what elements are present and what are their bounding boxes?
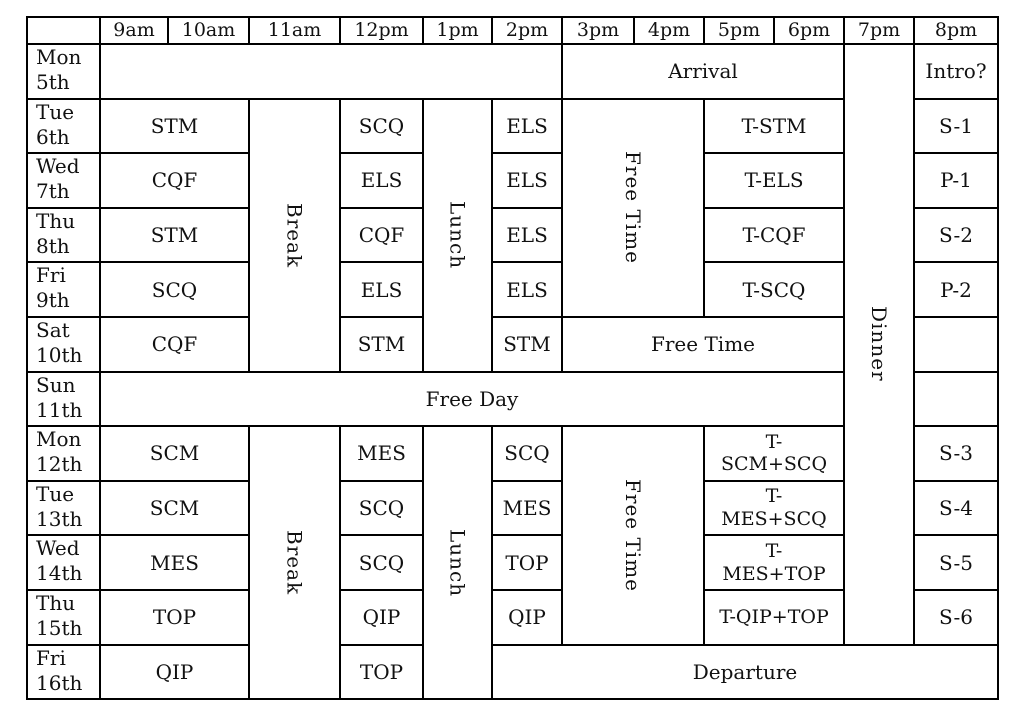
tutorial-topics: MES+SCQ <box>721 508 827 531</box>
session-cell: QIP <box>493 591 563 646</box>
tutorial-prefix: T- <box>765 430 783 453</box>
header-1pm: 1pm <box>424 18 493 45</box>
header-11am: 11am <box>250 18 341 45</box>
dinner-cell: Dinner <box>845 45 915 646</box>
arrival-cell: Arrival <box>563 45 845 100</box>
tutorial-cell: T-CQF <box>705 209 845 264</box>
header-4pm: 4pm <box>635 18 705 45</box>
day-label <box>28 536 101 591</box>
empty-cell <box>915 373 999 428</box>
day-name: Mon <box>36 45 82 69</box>
tutorial-cell: T-QIP+TOP <box>705 591 845 646</box>
session-cell: STM <box>101 100 250 155</box>
session-cell: MES <box>341 427 424 482</box>
tutorial-cell: T-STM <box>705 100 845 155</box>
session-cell: SCM <box>101 482 250 537</box>
day-name: Thu <box>36 208 76 233</box>
session-cell: MES <box>101 536 250 591</box>
header-12pm: 12pm <box>341 18 424 45</box>
session-cell: TOP <box>101 591 250 646</box>
night-session-cell: S-2 <box>915 209 999 264</box>
tutorial-cell <box>705 482 845 537</box>
night-session-cell: P-2 <box>915 263 999 318</box>
tutorial-cell: T-SCQ <box>705 263 845 318</box>
tutorial-prefix: T- <box>765 485 783 508</box>
break-cell: Break <box>250 427 341 700</box>
day-label <box>28 154 101 209</box>
day-label <box>28 100 101 155</box>
day-label <box>28 318 101 373</box>
header-5pm: 5pm <box>705 18 775 45</box>
night-session-cell: S-3 <box>915 427 999 482</box>
header-8pm: 8pm <box>915 18 999 45</box>
night-session-cell: S-5 <box>915 536 999 591</box>
session-cell: TOP <box>493 536 563 591</box>
day-label <box>28 263 101 318</box>
night-session-cell: S-6 <box>915 591 999 646</box>
free-day-cell: Free Day <box>101 373 845 428</box>
tutorial-topics: SCM+SCQ <box>720 453 828 476</box>
day-label <box>28 646 101 701</box>
day-date: 15th <box>36 615 83 640</box>
day-date: 8th <box>36 233 70 258</box>
empty-cell <box>101 45 563 100</box>
session-cell: ELS <box>341 263 424 318</box>
session-cell: QIP <box>341 591 424 646</box>
session-cell: CQF <box>101 154 250 209</box>
day-date: 13th <box>36 506 83 531</box>
session-cell: STM <box>101 209 250 264</box>
session-cell: STM <box>341 318 424 373</box>
session-cell: SCM <box>101 427 250 482</box>
session-cell: CQF <box>101 318 250 373</box>
day-label <box>28 373 101 428</box>
tutorial-cell <box>705 536 845 591</box>
tutorial-prefix: T- <box>765 539 783 562</box>
day-date: 5th <box>36 70 70 94</box>
session-cell: TOP <box>341 646 424 701</box>
day-date: 14th <box>36 561 83 586</box>
break-cell: Break <box>250 100 341 373</box>
intro-cell: Intro? <box>915 45 999 100</box>
session-cell: ELS <box>493 100 563 155</box>
empty-cell <box>915 318 999 373</box>
lunch-cell: Lunch <box>424 427 493 700</box>
day-name: Wed <box>36 536 80 561</box>
session-cell: SCQ <box>341 100 424 155</box>
night-session-cell: S-1 <box>915 100 999 155</box>
departure-cell: Departure <box>493 646 999 701</box>
session-cell: QIP <box>101 646 250 701</box>
header-10am: 10am <box>169 18 250 45</box>
day-date: 7th <box>36 179 70 204</box>
schedule-table <box>26 16 999 700</box>
day-name: Tue <box>36 99 75 124</box>
free-time-cell: Free Time <box>563 100 705 318</box>
day-name: Fri <box>36 645 66 670</box>
header-9am: 9am <box>101 18 169 45</box>
session-cell: STM <box>493 318 563 373</box>
session-cell: MES <box>493 482 563 537</box>
tutorial-topics: MES+TOP <box>722 562 826 585</box>
day-label <box>28 209 101 264</box>
session-cell: SCQ <box>341 536 424 591</box>
header-7pm: 7pm <box>845 18 915 45</box>
session-cell: SCQ <box>493 427 563 482</box>
day-name: Thu <box>36 590 76 615</box>
day-label <box>28 45 101 100</box>
session-cell: ELS <box>493 154 563 209</box>
session-cell: ELS <box>341 154 424 209</box>
day-name: Tue <box>36 481 75 506</box>
session-cell: CQF <box>341 209 424 264</box>
day-date: 12th <box>36 452 83 477</box>
day-name: Sun <box>36 372 76 397</box>
day-date: 6th <box>36 124 70 149</box>
day-date: 11th <box>36 397 83 422</box>
header-corner <box>28 18 101 45</box>
day-date: 9th <box>36 288 70 313</box>
day-name: Fri <box>36 263 66 288</box>
day-label <box>28 427 101 482</box>
night-session-cell: P-1 <box>915 154 999 209</box>
day-label <box>28 591 101 646</box>
free-time-cell: Free Time <box>563 427 705 645</box>
session-cell: SCQ <box>101 263 250 318</box>
night-session-cell: S-4 <box>915 482 999 537</box>
day-label <box>28 482 101 537</box>
day-name: Mon <box>36 427 82 452</box>
header-6pm: 6pm <box>775 18 845 45</box>
free-time-cell: Free Time <box>563 318 845 373</box>
header-3pm: 3pm <box>563 18 635 45</box>
tutorial-cell: T-ELS <box>705 154 845 209</box>
day-date: 10th <box>36 342 83 367</box>
day-name: Wed <box>36 154 80 179</box>
session-cell: ELS <box>493 209 563 264</box>
session-cell: SCQ <box>341 482 424 537</box>
lunch-cell: Lunch <box>424 100 493 373</box>
day-date: 16th <box>36 670 83 695</box>
day-name: Sat <box>36 317 70 342</box>
header-2pm: 2pm <box>493 18 563 45</box>
tutorial-cell <box>705 427 845 482</box>
session-cell: ELS <box>493 263 563 318</box>
